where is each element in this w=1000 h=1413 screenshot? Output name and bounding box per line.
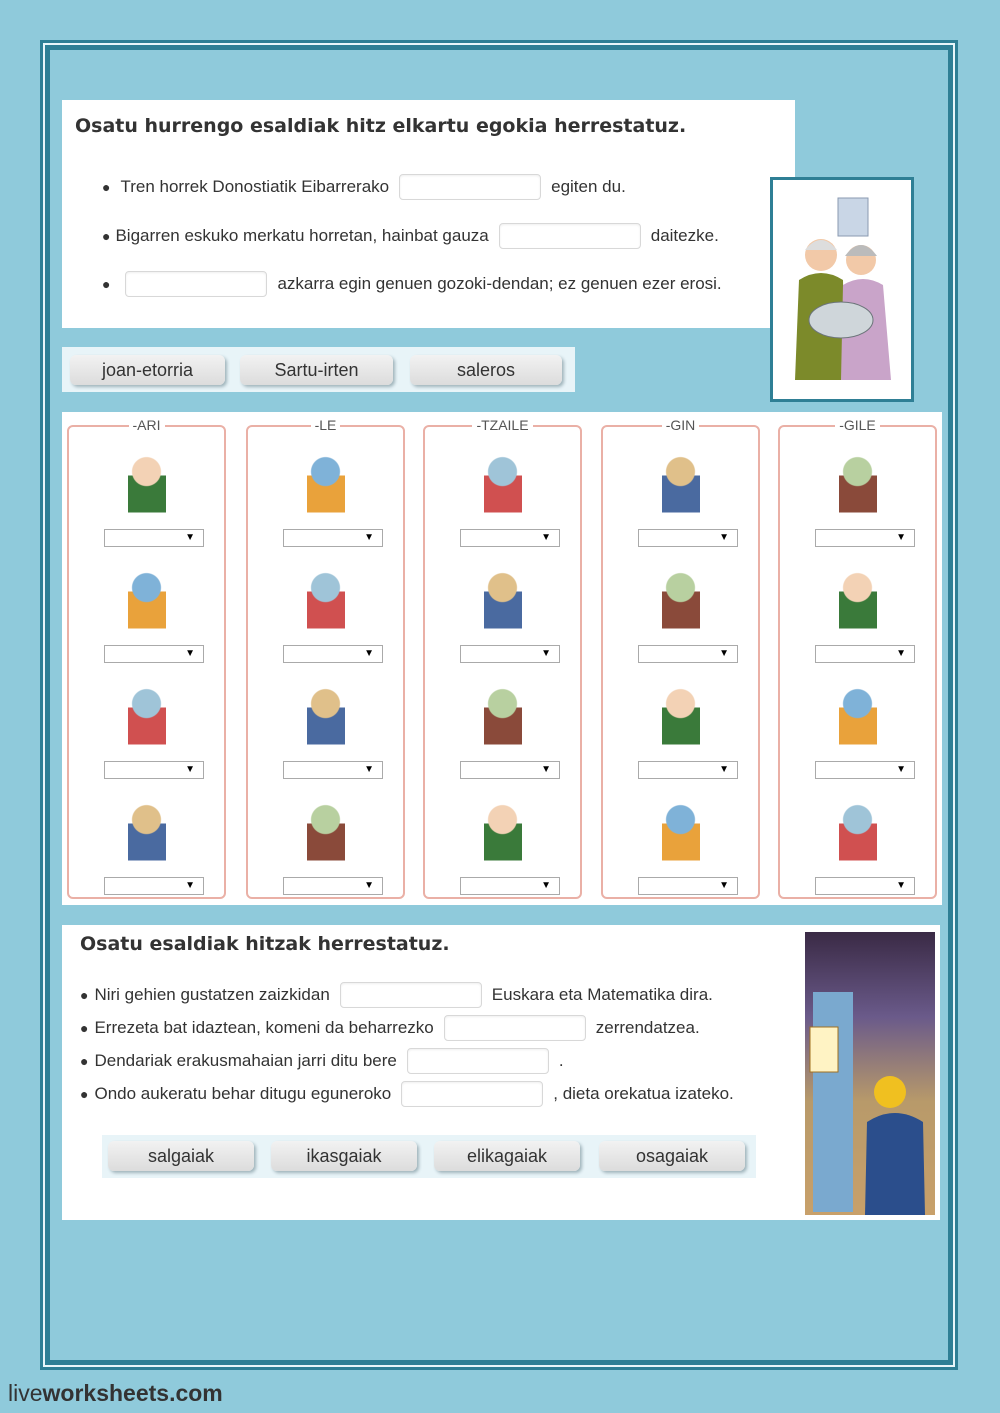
sentence-text: , dieta orekatua izateko. bbox=[553, 1084, 734, 1103]
profession-item bbox=[248, 553, 403, 669]
answer-dropdown[interactable]: ▼ bbox=[104, 877, 204, 895]
profession-item bbox=[248, 785, 403, 901]
word-chip-ikasgaiak[interactable]: ikasgaiak bbox=[271, 1141, 417, 1171]
word-chip-elikagaiak[interactable]: elikagaiak bbox=[434, 1141, 580, 1171]
profession-image bbox=[455, 795, 550, 877]
profession-item bbox=[603, 437, 758, 553]
bullet: ● bbox=[102, 276, 111, 292]
profession-image bbox=[455, 563, 550, 645]
answer-dropdown[interactable]: ▼ bbox=[460, 877, 560, 895]
answer-dropdown[interactable]: ▼ bbox=[815, 529, 915, 547]
profession-item bbox=[603, 669, 758, 785]
profession-item bbox=[69, 553, 224, 669]
profession-item bbox=[780, 437, 935, 553]
column-header-label: -LE bbox=[311, 417, 341, 433]
column-header-label: -ARI bbox=[129, 417, 165, 433]
word-chip-osagaiak[interactable]: osagaiak bbox=[599, 1141, 745, 1171]
column-header bbox=[248, 417, 403, 433]
drop-gap-4[interactable] bbox=[401, 1081, 543, 1107]
bullet: ● bbox=[102, 179, 111, 195]
profession-item bbox=[69, 437, 224, 553]
sentence-1 bbox=[102, 174, 626, 200]
bullet: ● bbox=[80, 1086, 89, 1102]
sentence-text: Tren horrek Donostiatik Eibarrerako bbox=[120, 177, 390, 196]
profession-item bbox=[69, 785, 224, 901]
liveworksheets-logo[interactable] bbox=[8, 1380, 223, 1407]
column-header-label: -TZAILE bbox=[472, 417, 532, 433]
bullet: ● bbox=[80, 1020, 89, 1036]
drop-gap-3[interactable] bbox=[407, 1048, 549, 1074]
word-chip-salgaiak[interactable]: salgaiak bbox=[108, 1141, 254, 1171]
answer-dropdown[interactable]: ▼ bbox=[283, 877, 383, 895]
answer-dropdown[interactable]: ▼ bbox=[283, 761, 383, 779]
answer-dropdown[interactable]: ▼ bbox=[638, 529, 738, 547]
sentence-text: Bigarren eskuko merkatu horretan, hainbat gauza bbox=[115, 226, 489, 245]
drop-gap-2[interactable] bbox=[499, 223, 641, 249]
column-header bbox=[425, 417, 580, 433]
profession-image bbox=[633, 679, 728, 761]
profession-image bbox=[633, 563, 728, 645]
bullet: ● bbox=[80, 1053, 89, 1069]
sentence-3 bbox=[102, 271, 722, 297]
profession-image bbox=[455, 679, 550, 761]
answer-dropdown[interactable]: ▼ bbox=[815, 645, 915, 663]
profession-image bbox=[278, 679, 373, 761]
sentence-text: egiten du. bbox=[551, 177, 626, 196]
bullet: ● bbox=[102, 228, 111, 244]
exercise-1-title: Osatu hurrengo esaldiak hitz elkartu egokia herrestatuz. bbox=[75, 115, 687, 137]
sentence-text: azkarra egin genuen gozoki-dendan; ez genuen ezer erosi. bbox=[277, 274, 722, 293]
drop-gap-1[interactable] bbox=[399, 174, 541, 200]
answer-dropdown[interactable]: ▼ bbox=[104, 761, 204, 779]
firefighter-image bbox=[805, 932, 935, 1215]
drop-gap-2[interactable] bbox=[444, 1015, 586, 1041]
bullet: ● bbox=[80, 987, 89, 1003]
exercise-1-panel bbox=[62, 100, 795, 328]
answer-dropdown[interactable]: ▼ bbox=[460, 529, 560, 547]
profession-image bbox=[99, 679, 194, 761]
profession-item bbox=[603, 785, 758, 901]
profession-item bbox=[780, 785, 935, 901]
logo-bold: worksheets.com bbox=[42, 1380, 223, 1406]
drop-gap-3[interactable] bbox=[125, 271, 267, 297]
profession-image bbox=[810, 447, 905, 529]
profession-image bbox=[99, 447, 194, 529]
sentence-text: Niri gehien gustatzen zaizkidan bbox=[94, 985, 330, 1004]
answer-dropdown[interactable]: ▼ bbox=[104, 529, 204, 547]
sentence-text: Ondo aukeratu behar ditugu eguneroko bbox=[94, 1084, 392, 1103]
profession-item bbox=[780, 669, 935, 785]
column-header-label: -GILE bbox=[835, 417, 880, 433]
profession-image bbox=[633, 795, 728, 877]
profession-image bbox=[810, 679, 905, 761]
profession-item bbox=[69, 669, 224, 785]
sentence-2 bbox=[102, 223, 719, 249]
sentence-text: . bbox=[558, 1051, 564, 1070]
answer-dropdown[interactable]: ▼ bbox=[460, 645, 560, 663]
profession-image bbox=[810, 563, 905, 645]
column-header-label: -GIN bbox=[662, 417, 700, 433]
profession-item bbox=[425, 553, 580, 669]
profession-image bbox=[633, 447, 728, 529]
profession-image bbox=[99, 795, 194, 877]
sentence-text: Errezeta bat idaztean, komeni da beharrezko bbox=[94, 1018, 434, 1037]
profession-image bbox=[455, 447, 550, 529]
sentence-text: daitezke. bbox=[650, 226, 719, 245]
elderly-couple-image bbox=[770, 177, 914, 402]
column-header bbox=[780, 417, 935, 433]
profession-item bbox=[603, 553, 758, 669]
profession-item bbox=[780, 553, 935, 669]
sentence-4 bbox=[80, 1081, 734, 1107]
profession-item bbox=[248, 437, 403, 553]
answer-dropdown[interactable]: ▼ bbox=[638, 761, 738, 779]
exercise-2-title: Osatu esaldiak hitzak herrestatuz. bbox=[80, 933, 450, 955]
word-chip-sartu-irten[interactable]: Sartu-irten bbox=[240, 355, 393, 385]
profession-image bbox=[810, 795, 905, 877]
column-header bbox=[603, 417, 758, 433]
profession-image bbox=[278, 795, 373, 877]
sentence-text: zerrendatzea. bbox=[595, 1018, 700, 1037]
answer-dropdown[interactable]: ▼ bbox=[638, 877, 738, 895]
logo-light: live bbox=[8, 1380, 43, 1406]
answer-dropdown[interactable]: ▼ bbox=[283, 645, 383, 663]
sentence-3 bbox=[80, 1048, 564, 1074]
suffix-column-gile bbox=[778, 417, 937, 899]
profession-item bbox=[248, 669, 403, 785]
answer-dropdown[interactable]: ▼ bbox=[460, 761, 560, 779]
answer-dropdown[interactable]: ▼ bbox=[104, 645, 204, 663]
suffix-column-tzaile bbox=[423, 417, 582, 899]
profession-image bbox=[278, 563, 373, 645]
sentence-text: Dendariak erakusmahaian jarri ditu bere bbox=[94, 1051, 397, 1070]
profession-item bbox=[425, 669, 580, 785]
drop-gap-1[interactable] bbox=[340, 982, 482, 1008]
suffix-column-gin bbox=[601, 417, 760, 899]
profession-item bbox=[425, 437, 580, 553]
profession-image bbox=[278, 447, 373, 529]
suffix-column-ari bbox=[67, 417, 226, 899]
answer-dropdown[interactable]: ▼ bbox=[283, 529, 383, 547]
word-chip-saleros[interactable]: saleros bbox=[410, 355, 562, 385]
suffix-column-le bbox=[246, 417, 405, 899]
sentence-2 bbox=[80, 1015, 700, 1041]
profession-item bbox=[425, 785, 580, 901]
sentence-1 bbox=[80, 982, 713, 1008]
answer-dropdown[interactable]: ▼ bbox=[815, 877, 915, 895]
column-header bbox=[69, 417, 224, 433]
word-chip-joan-etorria[interactable]: joan-etorria bbox=[70, 355, 225, 385]
profession-image bbox=[99, 563, 194, 645]
answer-dropdown[interactable]: ▼ bbox=[815, 761, 915, 779]
sentence-text: Euskara eta Matematika dira. bbox=[491, 985, 713, 1004]
answer-dropdown[interactable]: ▼ bbox=[638, 645, 738, 663]
